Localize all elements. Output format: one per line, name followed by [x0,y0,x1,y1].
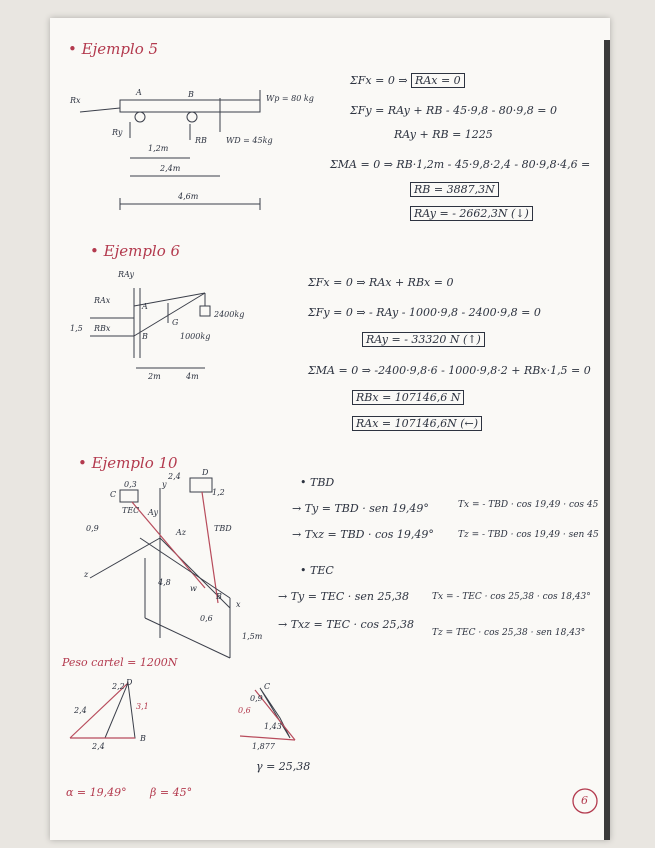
ex5-box-rb: RB = 3887,3N [410,182,499,197]
ex6-g-label: G [172,318,179,327]
ex6-rax-label: RAx [94,296,111,305]
ex10-tbd-txz: → Txz = TBD · cos 19,49° [292,528,434,541]
ex6-eq-moment: ΣMA = 0 ⇒ -2400·9,8·6 - 1000·9,8·2 + RBx·1,5 = 0 [308,364,591,377]
tri1-d-label: D [126,678,133,687]
ex5-eq-sum: RAy + RB = 1225 [394,128,493,141]
ex10-tec-txz: → Txz = TEC · cos 25,38 [278,618,414,631]
tri1-c-value: 3,1 [136,702,149,711]
ex5-a-label: A [136,88,142,97]
ex10-tbd-label: TBD [214,524,232,533]
tri1-a-label: 2,2 [112,682,125,691]
ex5-wp-label: Wp = 80 kg [266,94,314,103]
tri2-c-label: C [264,682,271,691]
tri2-c-value: 1,43 [264,722,282,731]
gamma-angle: γ = 25,38 [256,760,311,773]
ex6-d1-label: 2m [148,372,161,381]
ex10-d06-label: 0,6 [200,614,213,623]
ex10-x-label: x [236,600,241,609]
ex6-box-ray: RAy = - 33320 N (↑) [362,332,485,347]
ex6-eq-fx: ΣFx = 0 ⇒ RAx + RBx = 0 [308,276,454,289]
ex5-d2-label: 2,4m [160,164,181,173]
ex10-title: • Ejemplo 10 [78,454,178,472]
ex5-rx-label: Rx [70,96,81,105]
ex5-ry-label: Ry [112,128,123,137]
ex10-d24-label: 2,4 [168,472,181,481]
ex10-peso-cartel: Peso cartel = 1200N [62,656,178,669]
ex10-sign-diagram [90,478,230,658]
ex10-d15-label: 1,5m [242,632,263,641]
ex10-tec-heading: • TEC [300,564,334,577]
ex10-tbd-heading: • TBD [300,476,335,489]
ex6-box-rbx: RBx = 107146,6 N [352,390,464,405]
ex5-title: • Ejemplo 5 [68,40,159,58]
ex10-d12-label: 1,2 [212,488,225,497]
ex10-d09-label: 0,9 [86,524,99,533]
tri1-d-value: 2,4 [92,742,105,751]
ex10-d48-label: 4,8 [158,578,171,587]
alpha-angle: α = 19,49° [66,786,127,799]
ex6-box-rax: RAx = 107146,6N (←) [352,416,482,431]
ex10-tec-label: TEC [122,506,140,515]
notebook-page [50,18,610,840]
ex6-rbx-label: RBx [94,324,111,333]
ex10-z-label: z [84,570,89,579]
ex10-az-label: Az [176,528,186,537]
ex10-tec-tx: Tx = - TEC · cos 25,38 · cos 18,43° [432,592,591,602]
ex6-eq-fy: ΣFy = 0 ⇒ - RAy - 1000·9,8 - 2400·9,8 = 0 [308,306,541,319]
ex6-b-label: B [142,332,148,341]
ex6-a-label: A [142,302,148,311]
ex10-b-label: B [216,592,222,601]
ex5-eq-moment: ΣMA = 0 ⇒ RB·1,2m - 45·9,8·2,4 - 80·9,8·4,6 = [330,158,591,171]
ex10-tec-ty: → Ty = TEC · sen 25,38 [278,590,409,603]
ex5-eq-fx: ΣFx = 0 ⇒ RAx = 0 [350,74,465,87]
ex10-d03-label: 0,3 [124,480,137,489]
beta-angle: β = 45° [150,786,193,799]
ex10-ay-label: Ay [148,508,158,517]
sketches-layer [50,18,610,840]
ex10-d-label: D [202,468,209,477]
ex5-box-rax: RAx = 0 [411,73,465,88]
ex6-title: • Ejemplo 6 [90,242,181,260]
ex10-tbd-tz: Tz = - TBD · cos 19,49 · sen 45 [458,530,599,540]
ex10-tbd-ty: → Ty = TBD · sen 19,49° [292,502,429,515]
tri2-a-value: 0,6 [238,706,251,715]
ex5-wd-label: WD = 45kg [226,136,273,145]
ex6-m1-label: 2400kg [214,310,245,319]
ex5-box-ray: RAy = - 2662,3N (↓) [410,206,533,221]
tri2-b-value: 0,9 [250,694,263,703]
ex6-m2-label: 1000kg [180,332,211,341]
ex5-rb-label: RB [195,136,207,145]
ex10-c-label: C [110,490,117,499]
tri2-d-value: 1,877 [252,742,275,751]
ex10-y-label: y [162,480,167,489]
ex6-height-label: 1,5 [70,324,83,333]
ex10-tbd-tx: Tx = - TBD · cos 19,49 · cos 45 [458,500,599,510]
ex5-b-label: B [188,90,194,99]
ex10-w-label: w [190,584,197,593]
ex5-beam-diagram [80,90,260,210]
tri1-b-value: 2,4 [74,706,87,715]
ex10-tec-tz: Tz = TEC · cos 25,38 · sen 18,43° [432,628,586,638]
ex6-ray-label: RAy [118,270,134,279]
ex5-d1-label: 1,2m [148,144,169,153]
tri1-b-label: B [140,734,146,743]
ex6-d2-label: 4m [186,372,199,381]
ex5-d3-label: 4,6m [178,192,199,201]
page-number: 6 [581,794,588,807]
ex5-eq-fy: ΣFy = RAy + RB - 45·9,8 - 80·9,8 = 0 [350,104,558,117]
